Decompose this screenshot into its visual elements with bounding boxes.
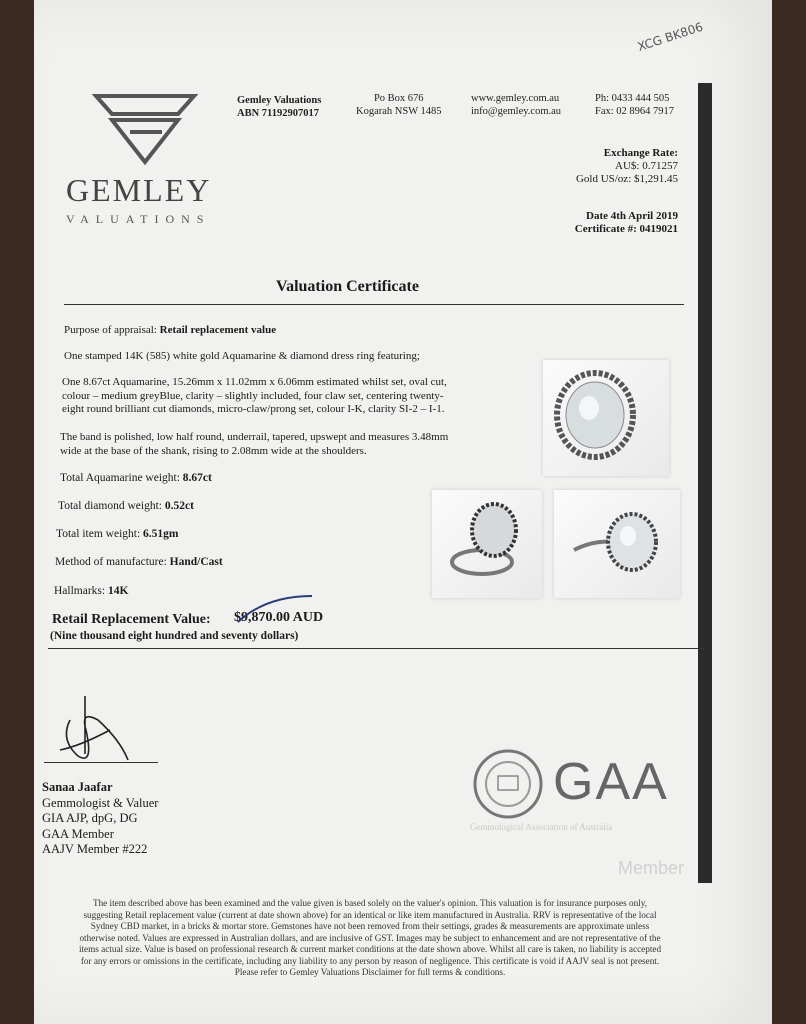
total-diamond: Total diamond weight: 0.52ct <box>58 500 194 512</box>
handwritten-signature <box>50 690 150 780</box>
stone-description: One 8.67ct Aquamarine, 15.26mm x 11.02mm x 6.06mm estimated whilst set, oval cut, colour – medium greyBlue, clarity – slightly included, four claw set, centering twenty- eight round brilliant cut diamonds, micro-claw/prong set, colour I-K, clarity SI-2 – I-1. <box>62 376 447 415</box>
ring-angle-view-image <box>554 490 680 598</box>
purpose-line: Purpose of appraisal: Retail replacement value <box>64 324 277 336</box>
gaa-logo-text: GAA <box>553 753 669 811</box>
certificate-date: Date 4th April 2019 <box>586 210 678 222</box>
gaa-subtitle: Gemmological Association of Australia <box>470 822 613 832</box>
disclaimer-footer: The item described above has been examined and the value given is based solely on the valuer's opinion. This valuation is for insurance purposes only, suggesting Retail replacement value (current at date shown above) for an identical or like item manufactured in Australia. RRV is representative of the local Sydney CBD market, in a bricks & mortar store. Gemstones have not been removed from their settings, grades & measurements are approximate unless otherwise noted. Values are expressed in Australian dollars, and are inclusive of GST. Images may be subject to enhancement and are not representative of the items actual size. Value is based on professional research & current market conditions at the date shown above. Whilst all care is taken, no liability is accepted for any errors or omissions in the certificate, including any liability to any person by reason of negligence. This certificate is void if AAJV seal is not present. Please refer to Gemley Valuations Disclaimer for full terms & conditions. <box>78 898 662 977</box>
rrv-divider <box>48 648 704 649</box>
gemley-logo-icon <box>92 92 198 166</box>
handwritten-note: XCG BK806 <box>635 19 705 55</box>
logo-subtitle: VALUATIONS <box>66 212 211 226</box>
ring-photo-top <box>543 360 669 476</box>
header-phone: Ph: 0433 444 505 Fax: 02 8964 7917 <box>595 93 675 117</box>
signatory-name: Sanaa Jaafar <box>42 780 113 794</box>
page-edge-shadow <box>698 83 712 883</box>
method-of-manufacture: Method of manufacture: Hand/Cast <box>55 556 223 568</box>
item-description: One stamped 14K (585) white gold Aquamarine & diamond dress ring featuring; <box>64 350 420 362</box>
website-link: www.gemley.com.au <box>471 93 560 104</box>
header-company: Gemley Valuations ABN 71192907017 <box>237 95 322 119</box>
band-description: The band is polished, low half round, underrail, tapered, upswept and measures 3.48mm wide at the base of the shank, rising to 2.08mm wide at the shoulders. <box>60 431 449 457</box>
handwritten-tick-mark <box>236 592 316 626</box>
email-link: info@gemley.com.au <box>471 106 562 117</box>
document-title: Valuation Certificate <box>276 278 419 295</box>
total-aquamarine: Total Aquamarine weight: 8.67ct <box>60 472 212 484</box>
header-address: Po Box 676 Kogarah NSW 1485 <box>356 93 442 117</box>
ring-photo-side <box>432 490 542 598</box>
ring-photo-angle <box>554 490 680 598</box>
gaa-seal-icon <box>472 748 544 820</box>
header-web <box>471 92 561 118</box>
date-certificate-block <box>575 210 678 236</box>
logo-name: GEMLEY <box>66 172 212 208</box>
exchange-rate-block: Exchange Rate: AU$: 0.71257 Gold US/oz: $1,291.45 <box>575 147 678 185</box>
hallmarks: Hallmarks: 14K <box>54 585 129 597</box>
total-item-weight: Total item weight: 6.51gm <box>56 528 179 540</box>
signatory-block: Sanaa Jaafar Gemmologist & Valuer GIA AJP, dpG, DG GAA Member AAJV Member #222 <box>42 780 159 856</box>
title-divider <box>64 304 684 305</box>
rrv-in-words: (Nine thousand eight hundred and seventy dollars) <box>50 630 299 642</box>
gaa-member-label: Member <box>618 858 685 878</box>
signature-line <box>44 762 158 763</box>
ring-side-view-image <box>432 490 542 598</box>
certificate-number: Certificate #: 0419021 <box>574 223 678 235</box>
ring-top-view-image <box>543 360 669 476</box>
rrv-label: Retail Replacement Value: <box>52 612 211 627</box>
rrv-value: $9,870.00 AUD <box>234 610 324 625</box>
